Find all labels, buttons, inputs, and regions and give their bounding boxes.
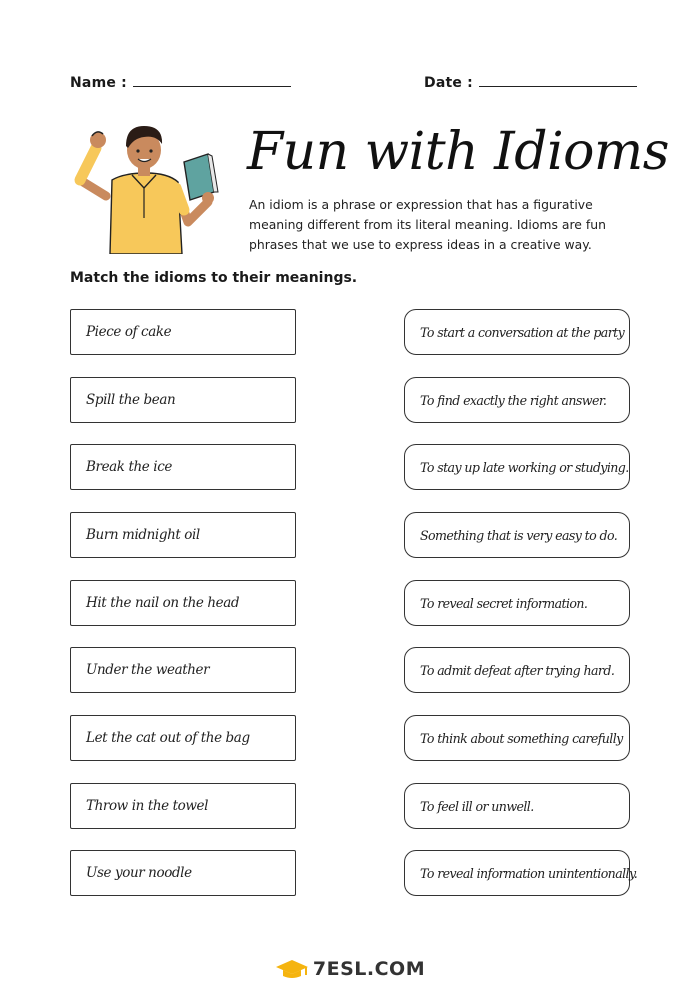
idiom-box[interactable]: Use your noodle — [70, 850, 296, 896]
meaning-box[interactable]: To reveal information unintentionally. — [404, 850, 630, 896]
meaning-box[interactable]: To think about something carefully — [404, 715, 630, 761]
site-logo — [275, 958, 425, 980]
logo-text: 7ESL.COM — [312, 958, 426, 980]
meaning-box[interactable]: To stay up late working or studying. — [404, 444, 630, 490]
meaning-box[interactable]: To admit defeat after trying hard. — [404, 647, 630, 693]
date-field — [424, 72, 637, 91]
date-label: Date : — [424, 75, 473, 91]
idiom-box[interactable]: Hit the nail on the head — [70, 580, 296, 626]
meaning-box[interactable]: Something that is very easy to do. — [404, 512, 630, 558]
date-blank-line[interactable] — [479, 72, 637, 87]
idiom-box[interactable]: Burn midnight oil — [70, 512, 296, 558]
meaning-box[interactable]: To start a conversation at the party — [404, 309, 630, 355]
idiom-box[interactable]: Break the ice — [70, 444, 296, 490]
graduation-cap-icon — [275, 958, 309, 980]
meaning-box[interactable]: To reveal secret information. — [404, 580, 630, 626]
meaning-box[interactable]: To find exactly the right answer. — [404, 377, 630, 423]
name-field — [70, 72, 291, 91]
meaning-box[interactable]: To feel ill or unwell. — [404, 783, 630, 829]
boy-reading-illustration — [66, 118, 222, 254]
name-label: Name : — [70, 75, 127, 91]
idiom-box[interactable]: Throw in the towel — [70, 783, 296, 829]
name-blank-line[interactable] — [133, 72, 291, 87]
idiom-box[interactable]: Let the cat out of the bag — [70, 715, 296, 761]
intro-paragraph: An idiom is a phrase or expression that has a figurative meaning different from its literal meaning. Idioms are fun phrases that we use to express ideas in a creative way. — [249, 197, 606, 252]
idiom-box[interactable]: Piece of cake — [70, 309, 296, 355]
instruction-text: Match the idioms to their meanings. — [70, 270, 358, 286]
idiom-box[interactable]: Under the weather — [70, 647, 296, 693]
idiom-box[interactable]: Spill the bean — [70, 377, 296, 423]
footer — [0, 958, 700, 980]
page-title: Fun with Idioms — [247, 122, 669, 182]
